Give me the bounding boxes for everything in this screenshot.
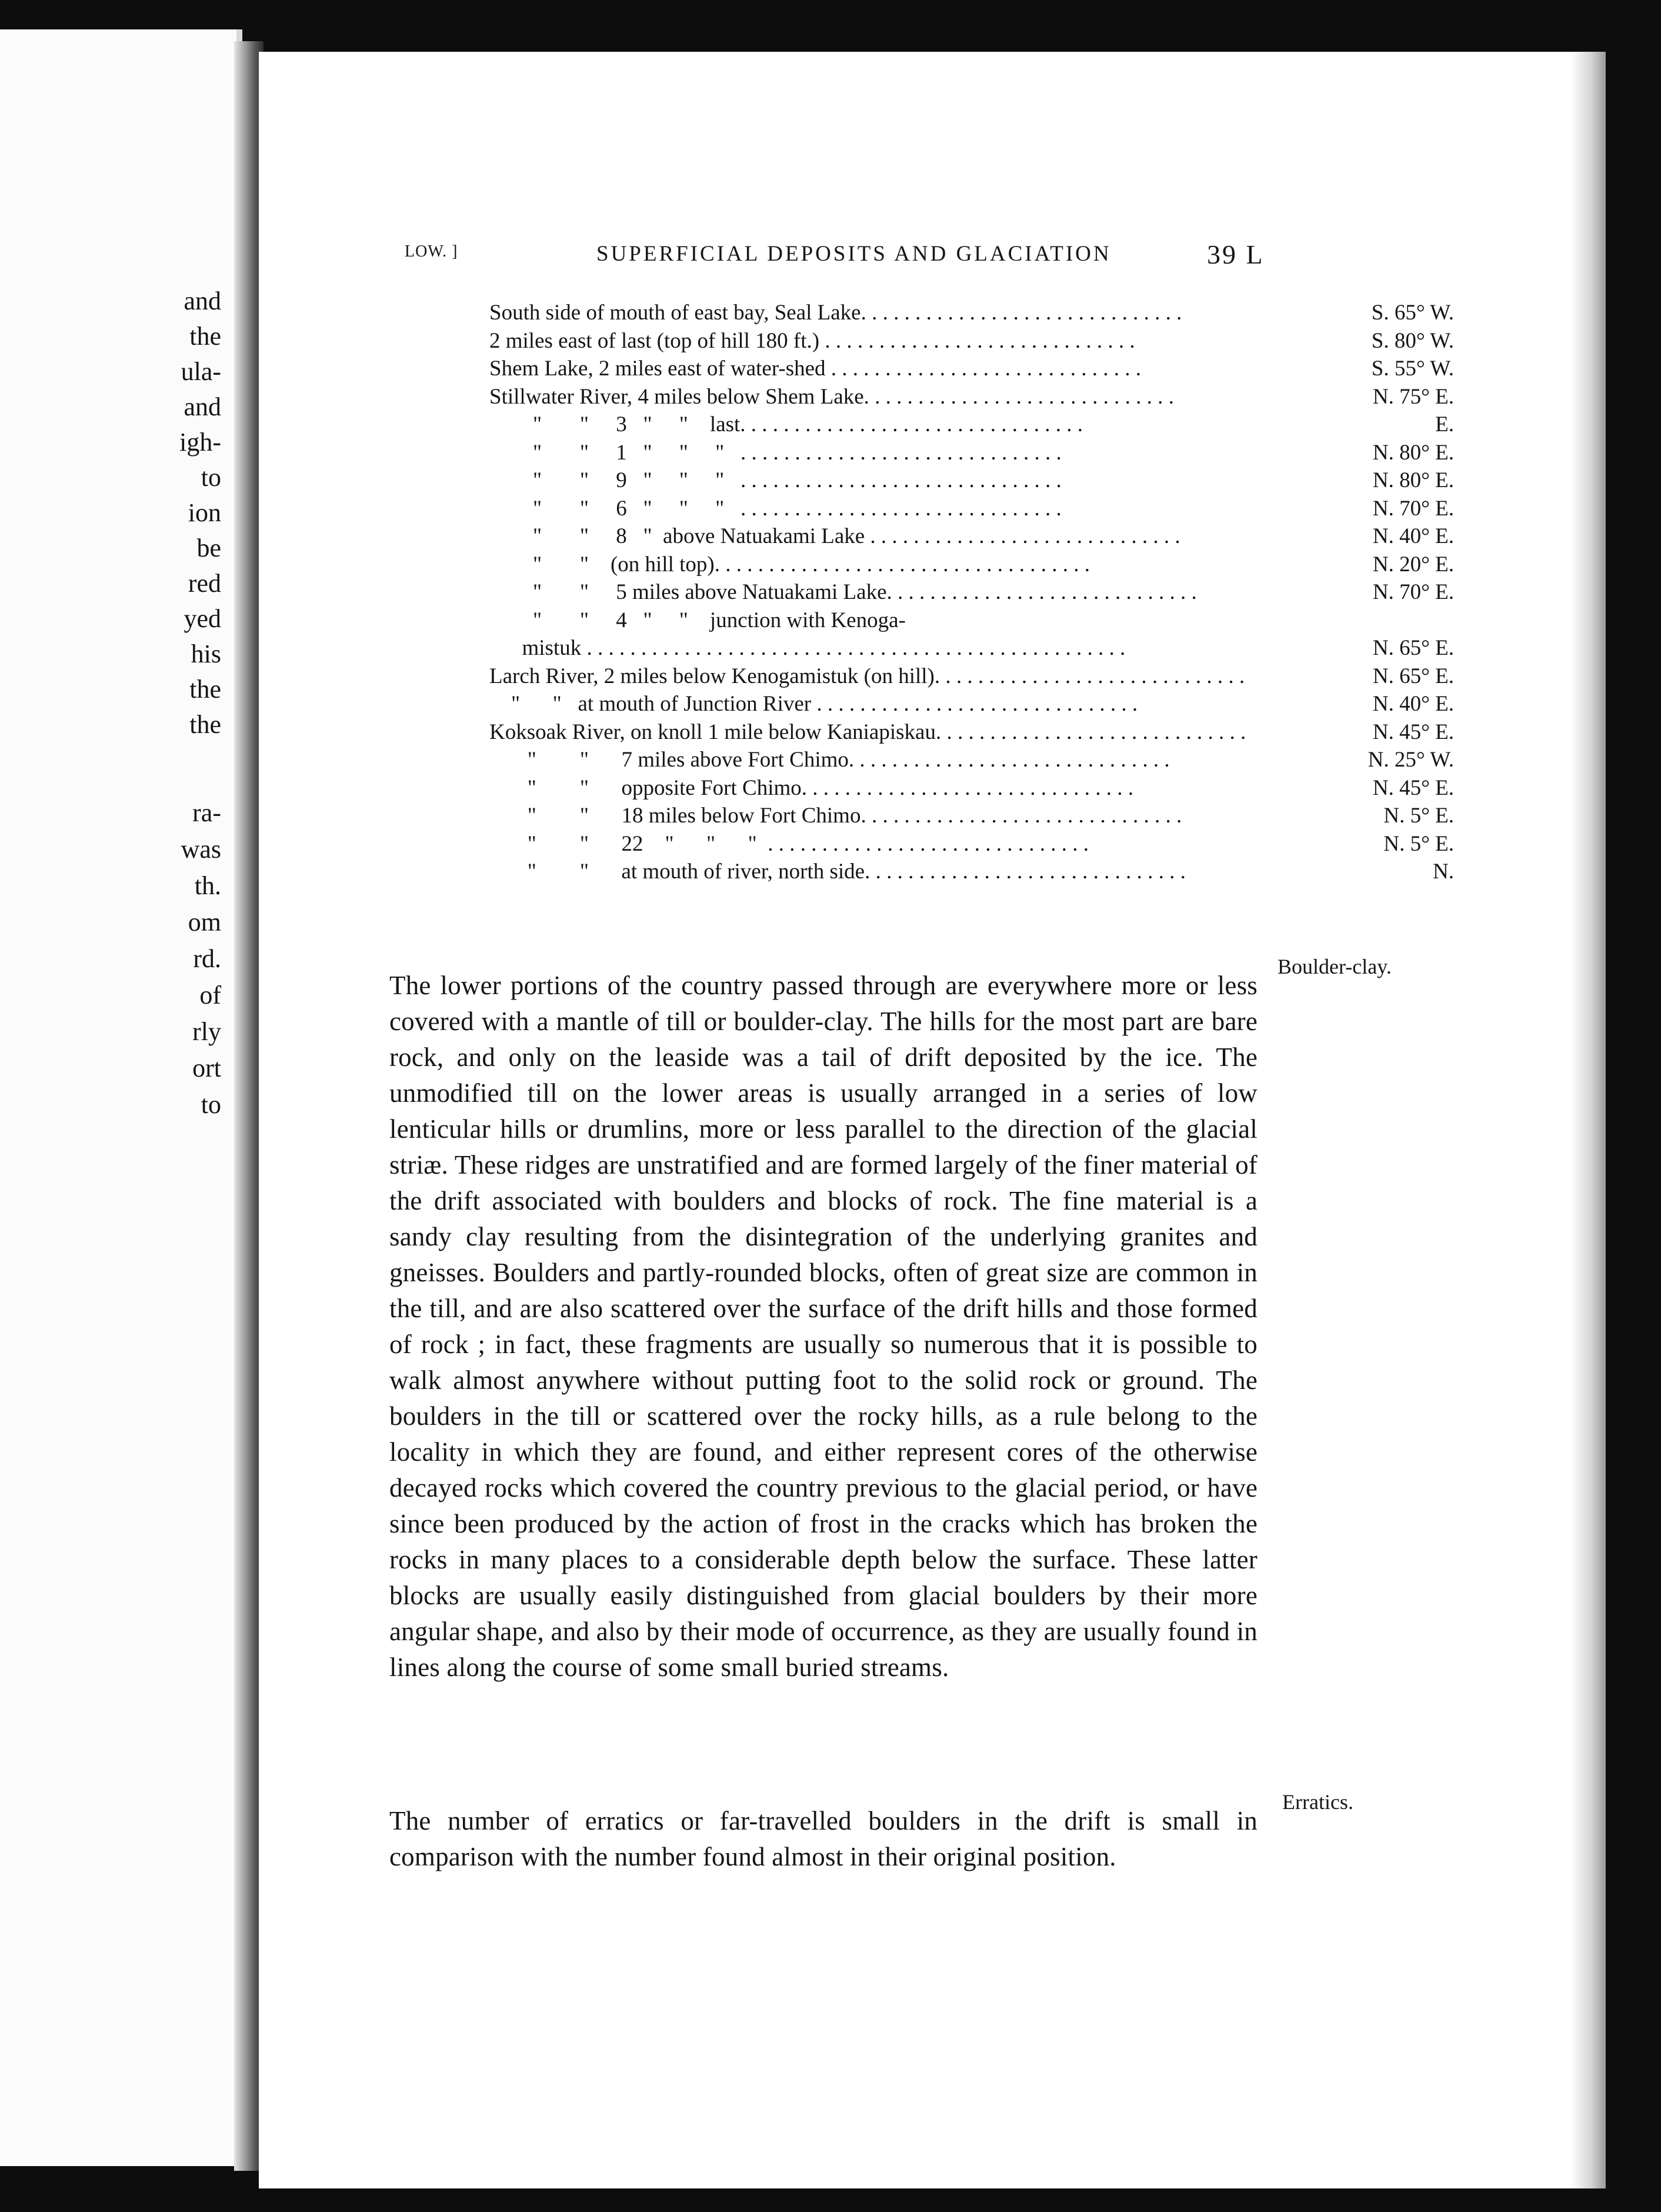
- previous-page-line: the: [189, 322, 221, 351]
- table-row: [489, 578, 1454, 607]
- table-row: [489, 383, 1454, 411]
- location-cell: 2 miles east of last (top of hill 180 ft.) . . . . . . . . . . . . . . . . . . . . . . . . . . . . .: [489, 328, 1135, 353]
- table-row: [489, 607, 1454, 635]
- running-head: [259, 239, 1606, 268]
- table-row: [489, 718, 1454, 747]
- location-cell: " " at mouth of Junction River . . . . . . . . . . . . . . . . . . . . . . . . . . . . . .: [489, 692, 1138, 716]
- location-cell: " " (on hill top). . . . . . . . . . . . . . . . . . . . . . . . . . . . . . . . . . .: [489, 552, 1090, 577]
- table-row: [489, 439, 1454, 467]
- table-row: [489, 522, 1454, 551]
- direction-cell: E.: [1435, 412, 1454, 437]
- previous-page-line: be: [196, 534, 221, 562]
- location-cell: " " 3 " " last. . . . . . . . . . . . . . . . . . . . . . . . . . . . . . . .: [489, 412, 1083, 437]
- direction-cell: N. 45° E.: [1372, 719, 1454, 744]
- previous-page-line: to: [201, 463, 221, 492]
- table-row: [489, 411, 1454, 439]
- location-cell: Larch River, 2 miles below Kenogamistuk (on hill). . . . . . . . . . . . . . . . . . . . . . . . . . . . .: [489, 664, 1245, 688]
- location-cell: " " opposite Fort Chimo. . . . . . . . . . . . . . . . . . . . . . . . . . . . . . .: [489, 775, 1134, 800]
- table-row: [489, 327, 1454, 355]
- location-cell: " " 6 " " " . . . . . . . . . . . . . . . . . . . . . . . . . . . . . .: [489, 496, 1062, 521]
- location-cell: " " 7 miles above Fort Chimo. . . . . . . . . . . . . . . . . . . . . . . . . . . . . .: [489, 748, 1170, 772]
- location-cell: " " 8 " above Natuakami Lake . . . . . . . . . . . . . . . . . . . . . . . . . . . . .: [489, 524, 1180, 548]
- previous-page-line: the: [189, 675, 221, 704]
- direction-cell: N. 65° E.: [1372, 636, 1454, 660]
- table-row: [489, 551, 1454, 579]
- side-note-boulder-clay: Boulder-clay.: [1278, 955, 1392, 978]
- table-row: [489, 299, 1454, 327]
- table-row: [489, 355, 1454, 383]
- table-row: [489, 467, 1454, 495]
- previous-page-line: igh-: [179, 428, 221, 457]
- previous-page-line: red: [188, 569, 221, 598]
- previous-page-line: of: [199, 981, 221, 1010]
- previous-page-line: ort: [192, 1054, 221, 1082]
- direction-cell: N. 40° E.: [1372, 692, 1454, 716]
- direction-cell: S. 55° W.: [1371, 357, 1454, 381]
- table-row: [489, 746, 1454, 774]
- direction-cell: N. 70° E.: [1372, 496, 1454, 521]
- location-cell: Stillwater River, 4 miles below Shem Lake. . . . . . . . . . . . . . . . . . . . . . . . . . . . .: [489, 384, 1174, 409]
- direction-cell: N. 70° E.: [1372, 580, 1454, 604]
- table-row: [489, 662, 1454, 691]
- location-cell: " " 18 miles below Fort Chimo. . . . . . . . . . . . . . . . . . . . . . . . . . . . . .: [489, 804, 1182, 828]
- direction-cell: N. 25° W.: [1368, 748, 1454, 772]
- direction-cell: N. 75° E.: [1372, 384, 1454, 409]
- table-row: [489, 774, 1454, 802]
- running-title: SUPERFICIAL DEPOSITS AND GLACIATION: [596, 242, 1112, 266]
- table-row: [489, 830, 1454, 858]
- table-row: [489, 802, 1454, 830]
- location-cell: " " 5 miles above Natuakami Lake. . . . . . . . . . . . . . . . . . . . . . . . . . . . .: [489, 580, 1197, 604]
- location-cell: " " 1 " " " . . . . . . . . . . . . . . . . . . . . . . . . . . . . . .: [489, 440, 1062, 465]
- striae-table: [489, 299, 1454, 886]
- side-note-erratics: Erratics.: [1282, 1790, 1353, 1814]
- previous-page-line: rly: [192, 1017, 221, 1046]
- previous-page-line: th.: [194, 871, 221, 900]
- direction-cell: S. 80° W.: [1371, 328, 1454, 353]
- previous-page-line: to: [201, 1090, 221, 1119]
- previous-page-line: yed: [184, 604, 221, 633]
- paragraph-boulder-clay: The lower portions of the country passed through are everywhere more or less covered with a mantle of till or boulder-clay. The hills for the most part are bare rock, and only on the leaside was a tail of drift deposited by the ice. The unmodified till on the lower areas is usually arranged in a series of low lenticular hills or drumlins, more or less parallel to the direction of the glacial striæ. These ridges are unstratified and are formed largely of the finer material of the drift associated with boulders and blocks of rock. The fine material is a sandy clay resulting from the disintegration of the underlying granites and gneisses. Boulders and partly-rounded blocks, often of great size are common in the till, and are also scattered over the surface of the drift hills and those formed of rock ; in fact, these fragments are usually so numerous that it is possible to walk almost anywhere without putting foot to the solid rock or ground. The boulders in the till or scattered over the rocky hills, as a rule belong to the locality in which they are found, and either represent cores of the otherwise decayed rocks which covered the country previous to the glacial period, or have since been produced by the action of frost in the cracks which has broken the rocks in many places to a considerable depth below the surface. These latter blocks are usually easily distinguished from glacial boulders by their more angular shape, and also by their mode of occurrence, as they are usually found in lines along the course of some small buried streams.: [389, 971, 1258, 1682]
- direction-cell: N.: [1433, 860, 1454, 884]
- previous-page-line: was: [181, 835, 221, 864]
- previous-page-line: and: [184, 287, 221, 315]
- table-row: [489, 495, 1454, 523]
- direction-cell: N. 80° E.: [1372, 468, 1454, 492]
- previous-page-line: ra-: [192, 798, 221, 827]
- previous-page-line: and: [184, 392, 221, 421]
- page: [259, 52, 1606, 2188]
- paragraph-erratics: The number of erratics or far-travelled boulders in the drift is small in comparison with the number found almost in their original position.: [389, 1806, 1258, 1871]
- table-row: [489, 690, 1454, 718]
- location-cell: " " 22 " " " . . . . . . . . . . . . . . . . . . . . . . . . . . . . . .: [489, 831, 1089, 856]
- location-cell: " " 9 " " " . . . . . . . . . . . . . . . . . . . . . . . . . . . . . .: [489, 468, 1062, 492]
- table-row: [489, 634, 1454, 662]
- direction-cell: N. 45° E.: [1372, 775, 1454, 800]
- location-cell: mistuk . . . . . . . . . . . . . . . . . . . . . . . . . . . . . . . . . . . . . . . . . . . . . . . . . .: [489, 636, 1126, 660]
- location-cell: Koksoak River, on knoll 1 mile below Kaniapiskau. . . . . . . . . . . . . . . . . . . . . . . . . . . . .: [489, 719, 1246, 744]
- table-row: [489, 858, 1454, 886]
- page-edge-shadow: [1570, 52, 1606, 2188]
- direction-cell: N. 65° E.: [1372, 664, 1454, 688]
- author-tag: LOW. ]: [405, 242, 458, 261]
- previous-page: [0, 29, 242, 2166]
- location-cell: South side of mouth of east bay, Seal Lake. . . . . . . . . . . . . . . . . . . . . . . . . . . . . .: [489, 301, 1182, 325]
- direction-cell: N. 80° E.: [1372, 440, 1454, 465]
- previous-page-line: his: [191, 639, 221, 668]
- previous-page-line: ula-: [181, 357, 221, 386]
- previous-page-line: ion: [188, 498, 221, 527]
- page-number: 39 L: [1207, 239, 1265, 269]
- direction-cell: N. 20° E.: [1372, 552, 1454, 577]
- previous-page-line: the: [189, 710, 221, 739]
- location-cell: " " at mouth of river, north side. . . . . . . . . . . . . . . . . . . . . . . . . . . . . .: [489, 860, 1186, 884]
- direction-cell: S. 65° W.: [1371, 301, 1454, 325]
- location-cell: " " 4 " " junction with Kenoga-: [489, 608, 906, 632]
- previous-page-line: om: [188, 908, 221, 937]
- previous-page-line: rd.: [193, 944, 221, 973]
- direction-cell: N. 5° E.: [1383, 804, 1454, 828]
- direction-cell: N. 40° E.: [1372, 524, 1454, 548]
- location-cell: Shem Lake, 2 miles east of water-shed . . . . . . . . . . . . . . . . . . . . . . . . . . . . .: [489, 357, 1142, 381]
- direction-cell: N. 5° E.: [1383, 831, 1454, 856]
